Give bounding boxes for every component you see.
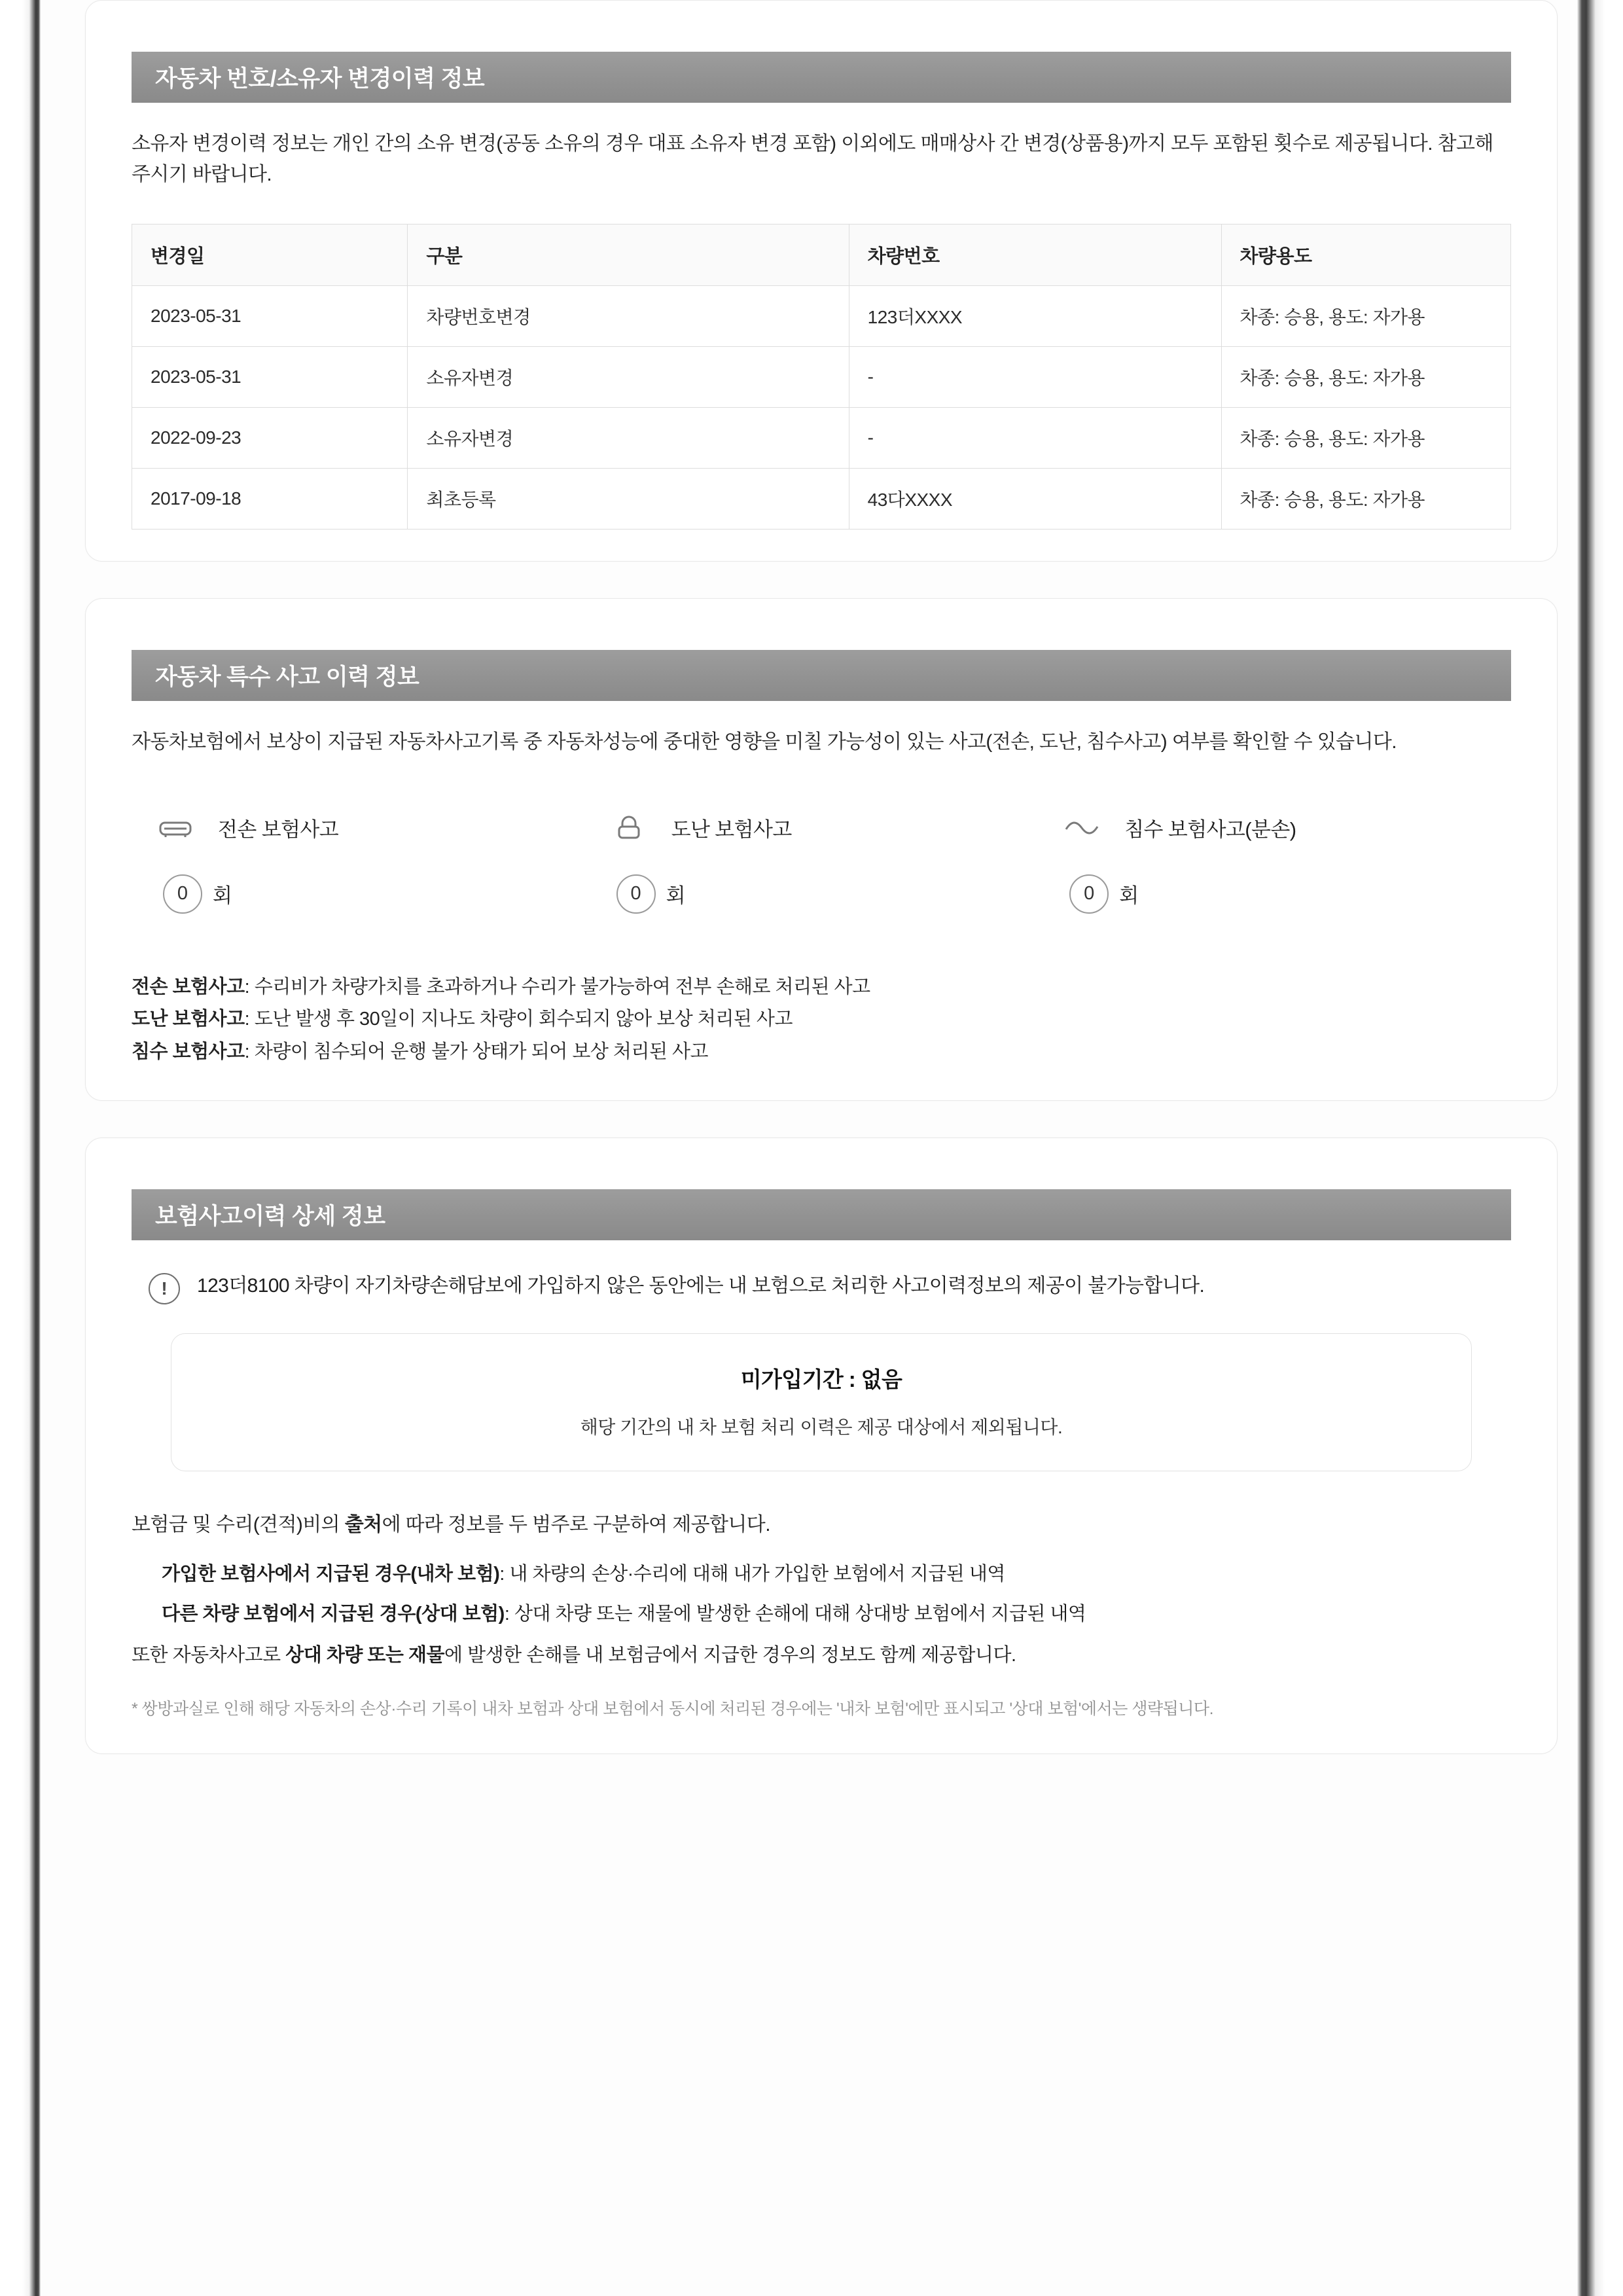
definition-term-theft: 도난 보험사고 [132,1009,245,1030]
table-row [132,469,1511,529]
source-tail-bold: 상대 차량 또는 재물 [285,1645,445,1666]
source-bullet-own-rest: : 내 차량의 손상·수리에 대해 내가 가입한 보험에서 지급된 내역 [499,1564,1005,1585]
flood-unit: 회 [1119,884,1139,907]
special-accident-definitions [132,971,1511,1069]
cell-usage: 차종: 승용, 용도: 자가용 [1221,408,1511,469]
insurance-notice-text: 123더8100 차량이 자기차량손해담보에 가입하지 않은 동안에는 내 보험으로 처리한 사고이력정보의 제공이 불가능합니다. [197,1275,1205,1297]
source-bullet-other-bold: 다른 차량 보험에서 지급된 경우(상대 보험) [162,1604,505,1625]
theft-label: 도난 보험사고 [671,818,792,841]
definition-total-loss [132,971,1511,1004]
cell-plate: 123더XXXX [849,286,1221,347]
uninsured-period-callout [171,1333,1472,1471]
source-bullet-other-rest: : 상대 차량 또는 재물에 발생한 손해에 대해 상대방 보험에서 지급된 내역 [504,1604,1086,1625]
cell-date: 2023-05-31 [132,347,408,408]
insurance-footnote: * 쌍방과실로 인해 해당 자동차의 손상·수리 기록이 내차 보험과 상대 보험에서 동시에 처리된 경우에는 '내차 보험'에만 표시되고 '상대 보험'에서는 생략됩니다. [132,1700,1214,1719]
source-intro-bold: 출처 [344,1514,382,1536]
definition-flood [132,1036,1511,1069]
uninsured-period-sub: 해당 기간의 내 차 보험 처리 이력은 제공 대상에서 제외됩니다. [580,1417,1063,1438]
cell-date: 2022-09-23 [132,408,408,469]
change-history-table [132,224,1511,529]
cell-type: 소유자변경 [408,408,849,469]
section-title-insurance-detail: 보험사고이력 상세 정보 [155,1204,385,1230]
exclamation-icon: ! [149,1273,180,1304]
source-intro-paragraph [132,1508,1511,1537]
table-header-row [132,224,1511,286]
flood-count: 0 [1069,874,1109,914]
definition-term-total-loss: 전손 보험사고 [132,976,245,997]
total-loss-unit: 회 [213,884,232,907]
cell-plate: - [849,347,1221,408]
cell-usage: 차종: 승용, 용도: 자가용 [1221,286,1511,347]
cell-plate: 43다XXXX [849,469,1221,529]
theft-count: 0 [616,874,656,914]
flood-wave-icon [1058,804,1106,852]
theft-lock-icon [605,804,653,852]
table-row [132,286,1511,347]
cell-date: 2017-09-18 [132,469,408,529]
definition-theft [132,1003,1511,1036]
scan-edge-left [0,0,41,2296]
scan-edge-right [1577,0,1623,2296]
special-accident-description: 자동차보험에서 보상이 지급된 자동차사고기록 중 자동차성능에 중대한 영향을 미칠 가능성이 있는 사고(전손, 도난, 침수사고) 여부를 확인할 수 있습니다. [132,731,1397,753]
card-change-history [85,0,1558,562]
section-header-change-history [132,52,1511,103]
special-accident-item-total-loss [151,804,605,914]
cell-plate: - [849,408,1221,469]
source-intro-post: 에 따라 정보를 두 범주로 구분하여 제공합니다. [382,1514,770,1536]
definition-desc-theft: : 도난 발생 후 30일이 지나도 차량이 회수되지 않아 보상 처리된 사고 [244,1009,793,1030]
section-header-insurance-detail [132,1189,1511,1240]
definition-term-flood: 침수 보험사고 [132,1041,245,1063]
insurance-notice [132,1270,1511,1304]
cell-date: 2023-05-31 [132,286,408,347]
source-bullet-other [162,1599,1511,1626]
total-loss-car-icon [151,804,200,852]
source-intro-pre: 보험금 및 수리(견적)비의 [132,1514,345,1536]
total-loss-count: 0 [163,874,202,914]
source-tail-pre: 또한 자동차사고로 [132,1645,286,1666]
theft-unit: 회 [666,884,686,907]
column-header-type: 구분 [408,224,849,286]
cell-type: 차량번호변경 [408,286,849,347]
uninsured-period-title: 미가입기간 : 없음 [740,1367,902,1392]
cell-type: 최초등록 [408,469,849,529]
section-title-change-history: 자동차 번호/소유자 변경이력 정보 [155,66,485,92]
source-bullet-own-bold: 가입한 보험사에서 지급된 경우(내차 보험) [162,1564,500,1585]
special-accident-icon-row [132,804,1511,914]
document-content [85,0,1558,1791]
table-row [132,408,1511,469]
column-header-usage: 차량용도 [1221,224,1511,286]
cell-usage: 차종: 승용, 용도: 자가용 [1221,469,1511,529]
column-header-plate: 차량번호 [849,224,1221,286]
special-accident-item-flood [1058,804,1511,914]
total-loss-label: 전손 보험사고 [218,818,339,841]
source-bullet-own [162,1559,1511,1586]
source-tail-paragraph [132,1640,1511,1667]
card-special-accident [85,598,1558,1101]
section-title-special-accident: 자동차 특수 사고 이력 정보 [155,664,419,690]
flood-label: 침수 보험사고(분손) [1124,818,1296,841]
definition-desc-total-loss: : 수리비가 차량가치를 초과하거나 수리가 불가능하여 전부 손해로 처리된 사고 [244,976,870,997]
definition-desc-flood: : 차량이 침수되어 운행 불가 상태가 되어 보상 처리된 사고 [244,1041,709,1063]
cell-type: 소유자변경 [408,347,849,408]
column-header-date: 변경일 [132,224,408,286]
section-header-special-accident [132,650,1511,701]
change-history-description: 소유자 변경이력 정보는 개인 간의 소유 변경(공동 소유의 경우 대표 소유자 변경 포함) 이외에도 매매상사 간 변경(상품용)까지 모두 포함된 횟수로 제공됩니다. 참고해주시기 바랍니다. [132,133,1493,185]
cell-usage: 차종: 승용, 용도: 자가용 [1221,347,1511,408]
special-accident-item-theft [605,804,1058,914]
card-insurance-detail [85,1138,1558,1754]
table-row [132,347,1511,408]
source-tail-post: 에 발생한 손해를 내 보험금에서 지급한 경우의 정보도 함께 제공합니다. [444,1645,1016,1666]
